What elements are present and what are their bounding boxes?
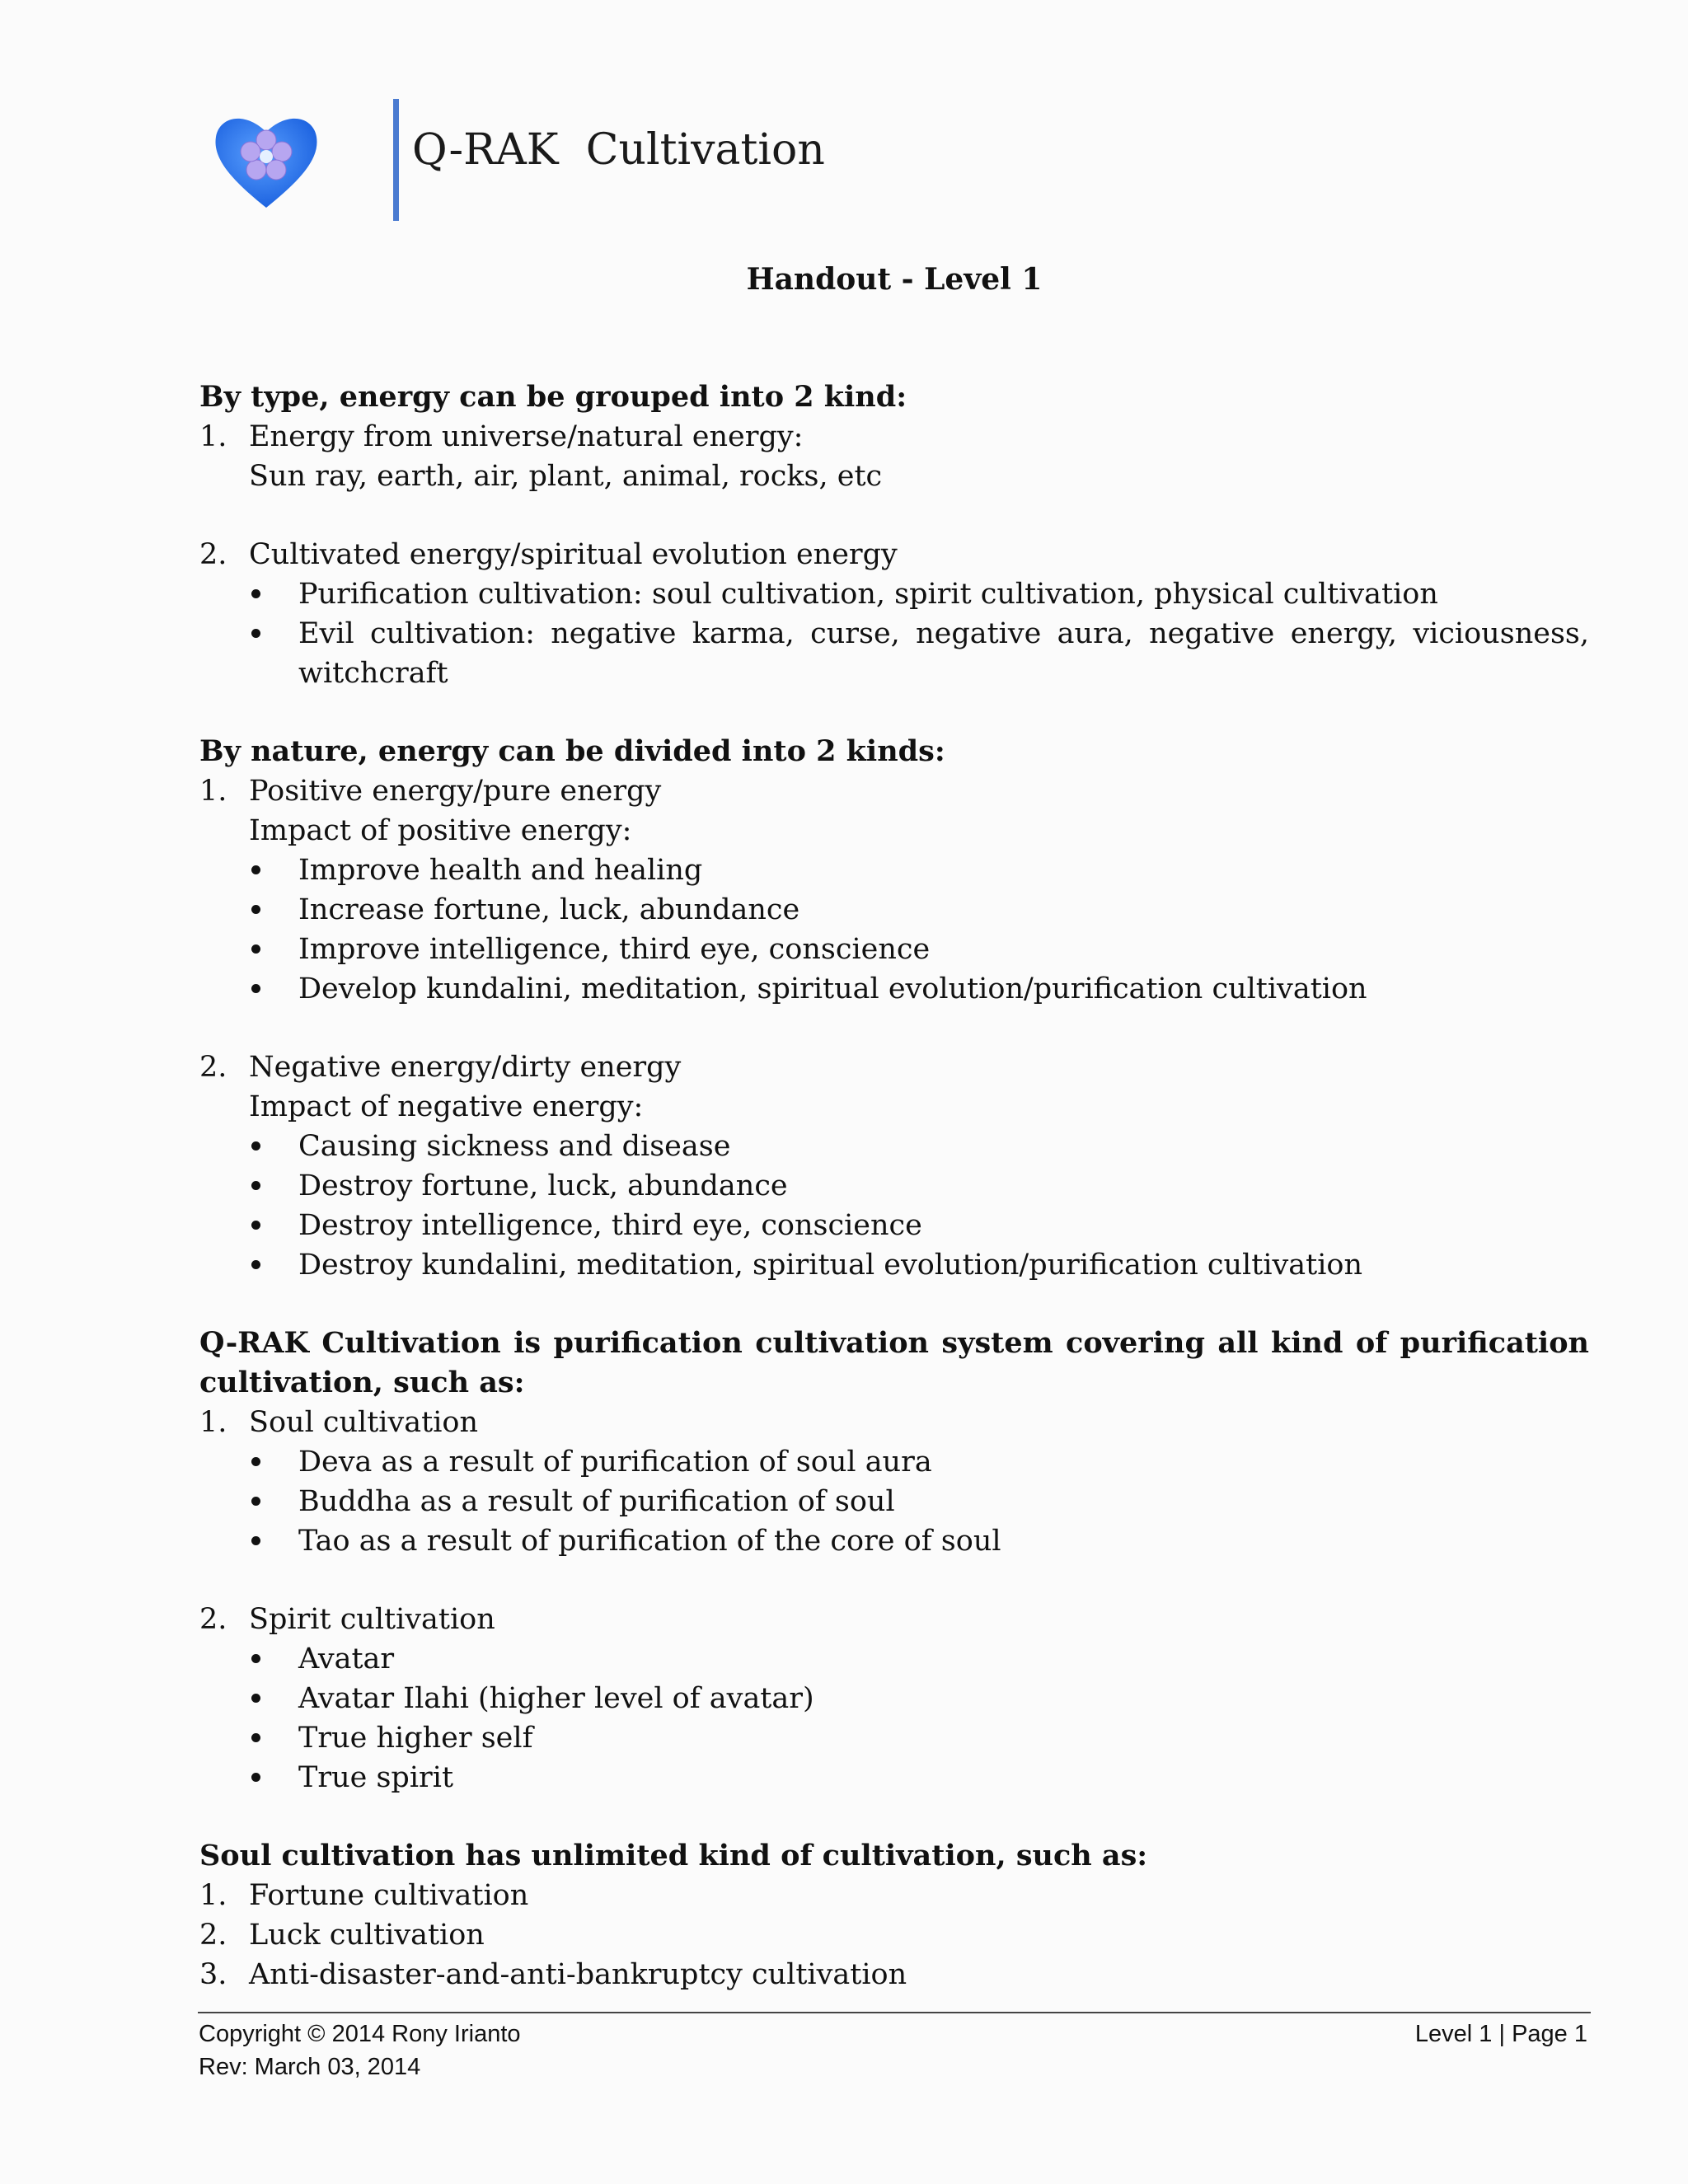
list-item-impact: Impact of positive energy:	[249, 814, 632, 847]
bullet-item	[199, 890, 1589, 930]
bullet-item	[199, 851, 1589, 890]
list-item	[199, 417, 1589, 496]
section-title-nature: By nature, energy can be divided into 2 kinds:	[199, 734, 945, 768]
page-title: Handout - Level 1	[746, 262, 1043, 297]
section-title-qrak: Q-RAK Cultivation is purification cultivation system covering all kind of purification cultivation, such as:	[199, 1326, 1589, 1399]
bullet-text: Improve intelligence, third eye, conscience	[298, 933, 931, 966]
list-item-label: Soul cultivation	[249, 1406, 479, 1439]
bullet-text: Destroy fortune, luck, abundance	[298, 1169, 788, 1202]
bullet-icon	[251, 1181, 260, 1190]
list-item	[199, 1915, 1589, 1955]
document-body	[199, 377, 1589, 1994]
bullet-icon	[251, 629, 260, 638]
list-item	[199, 1600, 1589, 1639]
bullet-text: Evil cultivation: negative karma, curse, negative aura, negative energy, viciousness, witchcraft	[298, 617, 1589, 690]
bullet-item	[199, 1442, 1589, 1482]
list-item-impact: Impact of negative energy:	[249, 1090, 644, 1123]
bullet-item	[199, 1166, 1589, 1206]
list-item-label: Energy from universe/natural energy:	[249, 420, 804, 453]
section-title-type: By type, energy can be grouped into 2 kind:	[199, 380, 907, 414]
bullet-item	[199, 1639, 1589, 1679]
bullet-item	[199, 1206, 1589, 1245]
footer-divider	[198, 2012, 1591, 2013]
bullet-text: Destroy kundalini, meditation, spiritual evolution/purification cultivation	[298, 1249, 1363, 1282]
bullet-text: Deva as a result of purification of soul aura	[298, 1446, 932, 1479]
list-item-label: Anti-disaster-and-anti-bankruptcy cultivation	[249, 1958, 907, 1991]
bullet-text: Improve health and healing	[298, 854, 703, 887]
bullet-icon	[251, 589, 260, 598]
bullet-item	[199, 1127, 1589, 1166]
bullet-item	[199, 969, 1589, 1009]
bullet-icon	[251, 1536, 260, 1545]
list-number: 1.	[199, 1406, 227, 1439]
list-item-label: Negative energy/dirty energy	[249, 1051, 682, 1084]
footer-left	[199, 2018, 521, 2083]
bullet-item	[199, 1718, 1589, 1758]
bullet-text: Buddha as a result of purification of soul	[298, 1485, 895, 1518]
bullet-icon	[251, 944, 260, 954]
bullet-item	[199, 614, 1589, 693]
list-item	[199, 1876, 1589, 1915]
bullet-text: Purification cultivation: soul cultivation, spirit cultivation, physical cultivation	[298, 578, 1438, 611]
list-number: 1.	[199, 775, 227, 808]
bullet-text: Tao as a result of purification of the core of soul	[298, 1525, 1001, 1558]
list-item-detail: Sun ray, earth, air, plant, animal, rocks, etc	[249, 460, 883, 493]
bullet-icon	[251, 1141, 260, 1151]
bullet-text: Increase fortune, luck, abundance	[298, 893, 800, 926]
bullet-icon	[251, 1457, 260, 1466]
list-item-label: Spirit cultivation	[249, 1603, 495, 1636]
bullet-text: Destroy intelligence, third eye, conscience	[298, 1209, 922, 1242]
page-number: Level 1 | Page 1	[1414, 2021, 1587, 2047]
list-item	[199, 535, 1589, 574]
section-title-soul: Soul cultivation has unlimited kind of cultivation, such as:	[199, 1839, 1148, 1872]
bullet-icon	[251, 865, 260, 874]
bullet-icon	[251, 1694, 260, 1703]
bullet-item	[199, 574, 1589, 614]
list-number: 1.	[199, 420, 227, 453]
brand-title: Q-RAK Cultivation	[412, 125, 825, 175]
bullet-item	[199, 1679, 1589, 1718]
list-item	[199, 1403, 1589, 1442]
bullet-icon	[251, 984, 260, 993]
bullet-text: Avatar Ilahi (higher level of avatar)	[298, 1682, 814, 1715]
header-divider	[393, 99, 399, 221]
bullet-icon	[251, 1773, 260, 1782]
bullet-text: True spirit	[298, 1761, 454, 1794]
bullet-icon	[251, 1260, 260, 1269]
bullet-icon	[251, 1733, 260, 1742]
list-number: 1.	[199, 1879, 227, 1912]
bullet-icon	[251, 1221, 260, 1230]
list-item	[199, 771, 1589, 851]
bullet-text: Develop kundalini, meditation, spiritual evolution/purification cultivation	[298, 972, 1367, 1005]
list-item	[199, 1955, 1589, 1994]
copyright-text: Copyright © 2014 Rony Irianto	[199, 2021, 521, 2047]
list-item-label: Fortune cultivation	[249, 1879, 529, 1912]
bullet-icon	[251, 905, 260, 914]
list-number: 2.	[199, 1919, 227, 1952]
heart-flower-logo-icon	[213, 112, 320, 211]
bullet-item	[199, 930, 1589, 969]
bullet-item	[199, 1482, 1589, 1521]
list-number: 3.	[199, 1958, 227, 1991]
list-item-label: Cultivated energy/spiritual evolution energy	[249, 538, 898, 571]
list-number: 2.	[199, 538, 227, 571]
list-number: 2.	[199, 1603, 227, 1636]
bullet-text: True higher self	[298, 1722, 533, 1755]
list-item-label: Positive energy/pure energy	[249, 775, 662, 808]
bullet-item	[199, 1758, 1589, 1797]
bullet-item	[199, 1521, 1589, 1561]
bullet-text: Avatar	[298, 1643, 395, 1675]
bullet-item	[199, 1245, 1589, 1285]
list-item-label: Luck cultivation	[249, 1919, 485, 1952]
footer-right	[1415, 2018, 1587, 2050]
revision-text: Rev: March 03, 2014	[199, 2054, 421, 2080]
bullet-text: Causing sickness and disease	[298, 1130, 731, 1163]
list-item	[199, 1047, 1589, 1127]
bullet-icon	[251, 1654, 260, 1663]
list-number: 2.	[199, 1051, 227, 1084]
bullet-icon	[251, 1497, 260, 1506]
